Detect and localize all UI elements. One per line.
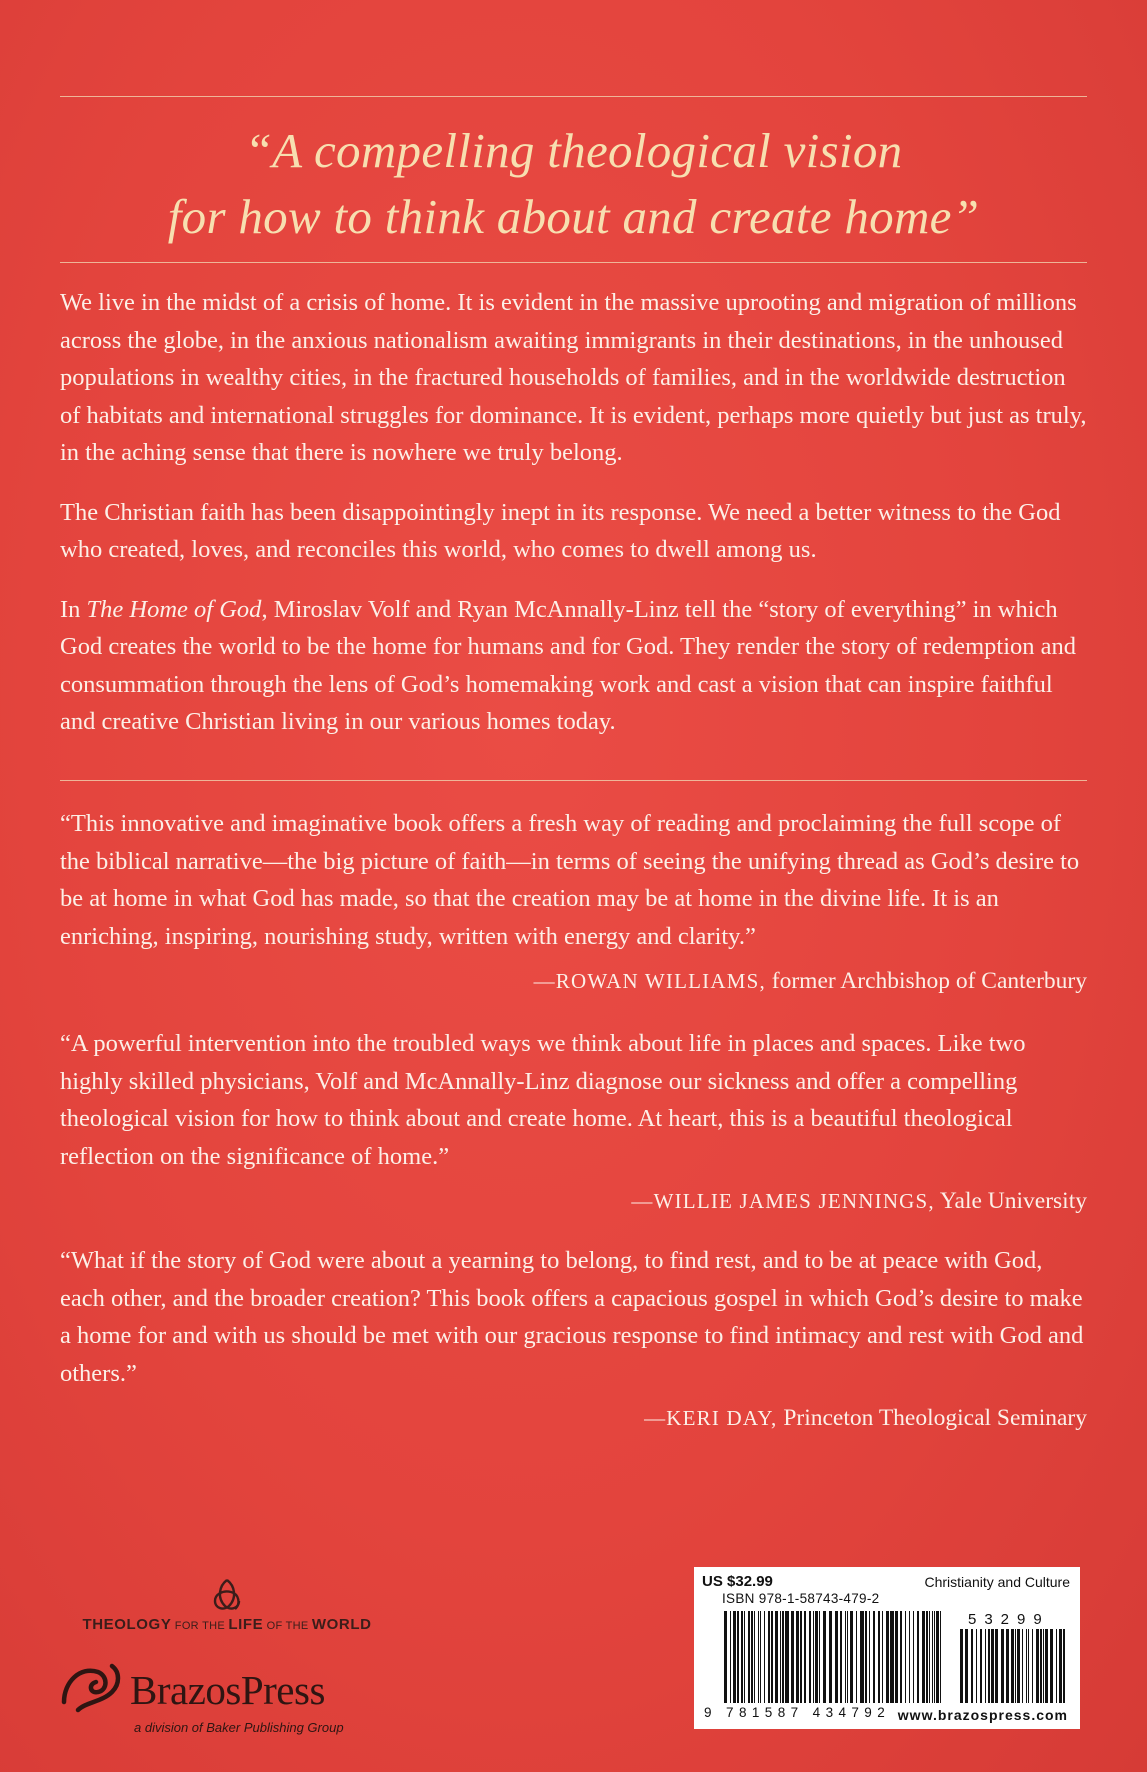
description-bottom-rule	[60, 780, 1087, 781]
barcode-bar	[980, 1629, 982, 1703]
isbn: ISBN 978-1-58743-479-2	[722, 1591, 880, 1606]
series-title: THEOLOGY FOR THE LIFE OF THE WORLD	[82, 1616, 372, 1633]
headline-line-2: for how to think about and create home”	[167, 189, 980, 244]
barcode-bar	[932, 1611, 933, 1703]
barcode-bar	[890, 1611, 894, 1703]
headline-bottom-rule	[60, 262, 1087, 263]
barcode-bar	[782, 1611, 784, 1703]
barcode-bar	[960, 1629, 963, 1703]
barcode-bar	[988, 1629, 990, 1703]
barcode-bar	[965, 1629, 968, 1703]
website: www.brazospress.com	[897, 1707, 1068, 1723]
barcode-bar	[775, 1611, 778, 1703]
description-paragraph-1: We live in the midst of a crisis of home. It is evident in the massive uprooting and migration of millions across the globe, in the anxious nationalism awaiting immigrants in their destinations, in the unhoused populations in wealthy cities, in the fractured households of families, and in the worldwide destruction of habitats and international struggles for dominance. It is evident, perhaps more quietly but just as truly, in the aching sense that there is nowhere we truly belong.	[60, 289, 1087, 466]
barcode-bar	[780, 1611, 781, 1703]
barcode-bar	[785, 1611, 789, 1703]
barcode-bar	[809, 1611, 811, 1703]
barcode-bar	[1028, 1629, 1029, 1703]
barcode-bar	[926, 1611, 928, 1703]
barcode-bar	[971, 1629, 973, 1703]
barcode-bar	[940, 1611, 941, 1703]
barcode-bar	[886, 1611, 889, 1703]
barcode-bar	[1059, 1629, 1062, 1703]
endorser-name: —WILLIE JAMES JENNINGS,	[631, 1189, 935, 1213]
barcode-bar	[796, 1611, 799, 1703]
endorsement-attribution	[60, 1183, 1087, 1221]
barcode-bar	[1026, 1629, 1027, 1703]
barcode-bar	[815, 1611, 818, 1703]
barcode-bar	[829, 1611, 832, 1703]
publisher-division: a division of Baker Publishing Group	[134, 1720, 344, 1735]
endorsement	[60, 1025, 1087, 1221]
barcode-bar	[1011, 1629, 1014, 1703]
barcode-bar	[873, 1611, 875, 1703]
brazos-swirl-icon	[58, 1652, 128, 1716]
category: Christianity and Culture	[924, 1574, 1070, 1590]
barcode-bar	[800, 1611, 802, 1703]
barcode-bar	[922, 1611, 925, 1703]
barcode-bar	[847, 1611, 848, 1703]
headline-line-1: “A compelling theological vision	[244, 123, 903, 178]
barcode-bar	[934, 1611, 935, 1703]
price-addon-barcode	[958, 1629, 1070, 1703]
barcode-bar	[878, 1611, 880, 1703]
barcode-bar	[900, 1611, 902, 1703]
barcode-bar	[1032, 1629, 1033, 1703]
endorsement-attribution	[60, 1400, 1087, 1438]
barcode-bar	[758, 1611, 759, 1703]
book-title: The Home of God	[86, 595, 262, 623]
barcode-bar	[929, 1611, 930, 1703]
barcode-bar	[856, 1611, 857, 1703]
barcode-bar	[905, 1611, 906, 1703]
barcode-bar	[813, 1611, 814, 1703]
price: US $32.99	[702, 1573, 773, 1590]
endorser-name: —KERI DAY,	[644, 1406, 778, 1430]
barcode-bar	[748, 1611, 750, 1703]
barcode-bar	[845, 1611, 846, 1703]
endorsement-text: “What if the story of God were about a yearning to belong, to find rest, and to be at peace with God, each other, and the broader creation? This book offers a capacious gospel in which God’s desire to make a home for and with us should be met with our gracious response to find intimacy and rest with God and others.”	[60, 1247, 1084, 1387]
endorser-affiliation: Princeton Theological Seminary	[777, 1405, 1087, 1431]
barcode-bar	[1040, 1629, 1042, 1703]
addon-digits: 53299	[968, 1611, 1050, 1628]
barcode-bar	[1001, 1629, 1004, 1703]
barcode-bar	[913, 1611, 914, 1703]
barcode-digits: 9 781587 434792	[704, 1705, 891, 1720]
description-paragraph-2: The Christian faith has been disappointingly inept in its response. We need a better witness to the God who created, loves, and reconciles this world, who comes to dwell among us.	[60, 498, 1061, 563]
headline-quote	[0, 118, 1147, 250]
barcode-bar	[869, 1611, 870, 1703]
barcode-bar	[768, 1611, 770, 1703]
barcode-bar	[882, 1611, 883, 1703]
barcode-bar	[804, 1611, 806, 1703]
barcode-bar	[737, 1611, 739, 1703]
endorsement	[60, 1242, 1087, 1438]
barcode-bar	[1017, 1629, 1020, 1703]
endorsement-text: “This innovative and imaginative book offers a fresh way of reading and proclaiming the full scope of the biblical narrative—the big picture of faith—in terms of seeing the unifying thread as God’s desire to be at home in what God has made, so that the creation may be at home in the divine life. It is an enriching, inspiring, nourishing study, written with energy and clarity.”	[60, 810, 1080, 950]
barcode-bar	[991, 1629, 994, 1703]
barcode-bar	[909, 1611, 910, 1703]
barcode-bar	[1022, 1629, 1023, 1703]
barcode-bar	[936, 1611, 939, 1703]
barcode-bar	[840, 1611, 842, 1703]
barcode-bar	[1015, 1629, 1016, 1703]
barcode-bar	[1045, 1629, 1048, 1703]
series-knot-icon	[207, 1576, 247, 1614]
barcode-bar	[730, 1611, 731, 1703]
barcode-bar	[744, 1611, 745, 1703]
barcode-bar	[865, 1611, 867, 1703]
barcode-bar	[823, 1611, 826, 1703]
top-rule	[60, 96, 1087, 97]
barcode-bar	[791, 1611, 794, 1703]
endorsement-attribution	[60, 963, 1087, 1001]
endorser-affiliation: former Archbishop of Canterbury	[765, 968, 1087, 994]
barcode-bar	[1050, 1629, 1053, 1703]
barcode-bar	[764, 1611, 765, 1703]
endorser-affiliation: Yale University	[934, 1188, 1087, 1214]
endorsement-text: “A powerful intervention into the troubled ways we think about life in places and spaces. Like two highly skilled physicians, Volf and McAnnally-Linz diagnose our sickness and offer a compelling theological vision for how to think about and create home. At heart, this is a beautiful theological reflection on the significance of home.”	[60, 1030, 1026, 1170]
barcode-bar	[1036, 1629, 1039, 1703]
description-paragraph-3: In The Home of God, Miroslav Volf and Ryan McAnnally-Linz tell the “story of everything” in which God creates the world to be the home for humans and for God. They render the story of redemption and consummation through the lens of God’s homemaking work and cast a vision that can inspire faithful and creative Christian living in our various homes today.	[60, 595, 1076, 735]
description	[60, 284, 1087, 763]
barcode-bar	[976, 1629, 977, 1703]
barcode-bar	[751, 1611, 753, 1703]
barcode-bar	[895, 1611, 898, 1703]
barcode-bar	[741, 1611, 743, 1703]
barcode-bar	[1043, 1629, 1044, 1703]
barcode-bar	[819, 1611, 820, 1703]
barcode-bar	[917, 1611, 919, 1703]
barcode-bar	[760, 1611, 761, 1703]
barcode-label	[694, 1567, 1080, 1729]
barcode-bar	[835, 1611, 838, 1703]
barcode-bar	[860, 1611, 864, 1703]
barcode-bar	[995, 1629, 998, 1703]
barcode-bar	[1056, 1629, 1057, 1703]
barcode-bar	[1063, 1629, 1065, 1703]
endorser-name: —ROWAN WILLIAMS,	[533, 969, 766, 993]
barcode-bar	[850, 1611, 853, 1703]
barcode-bar	[985, 1629, 986, 1703]
barcode-bar	[733, 1611, 736, 1703]
barcode-bar	[754, 1611, 755, 1703]
barcode-bar	[771, 1611, 773, 1703]
series-logo	[62, 1576, 392, 1633]
publisher-name: BrazosPress	[130, 1667, 325, 1713]
isbn-barcode	[722, 1611, 948, 1703]
barcode-bar	[724, 1611, 727, 1703]
barcode-bar	[1006, 1629, 1009, 1703]
endorsement	[60, 805, 1087, 1001]
